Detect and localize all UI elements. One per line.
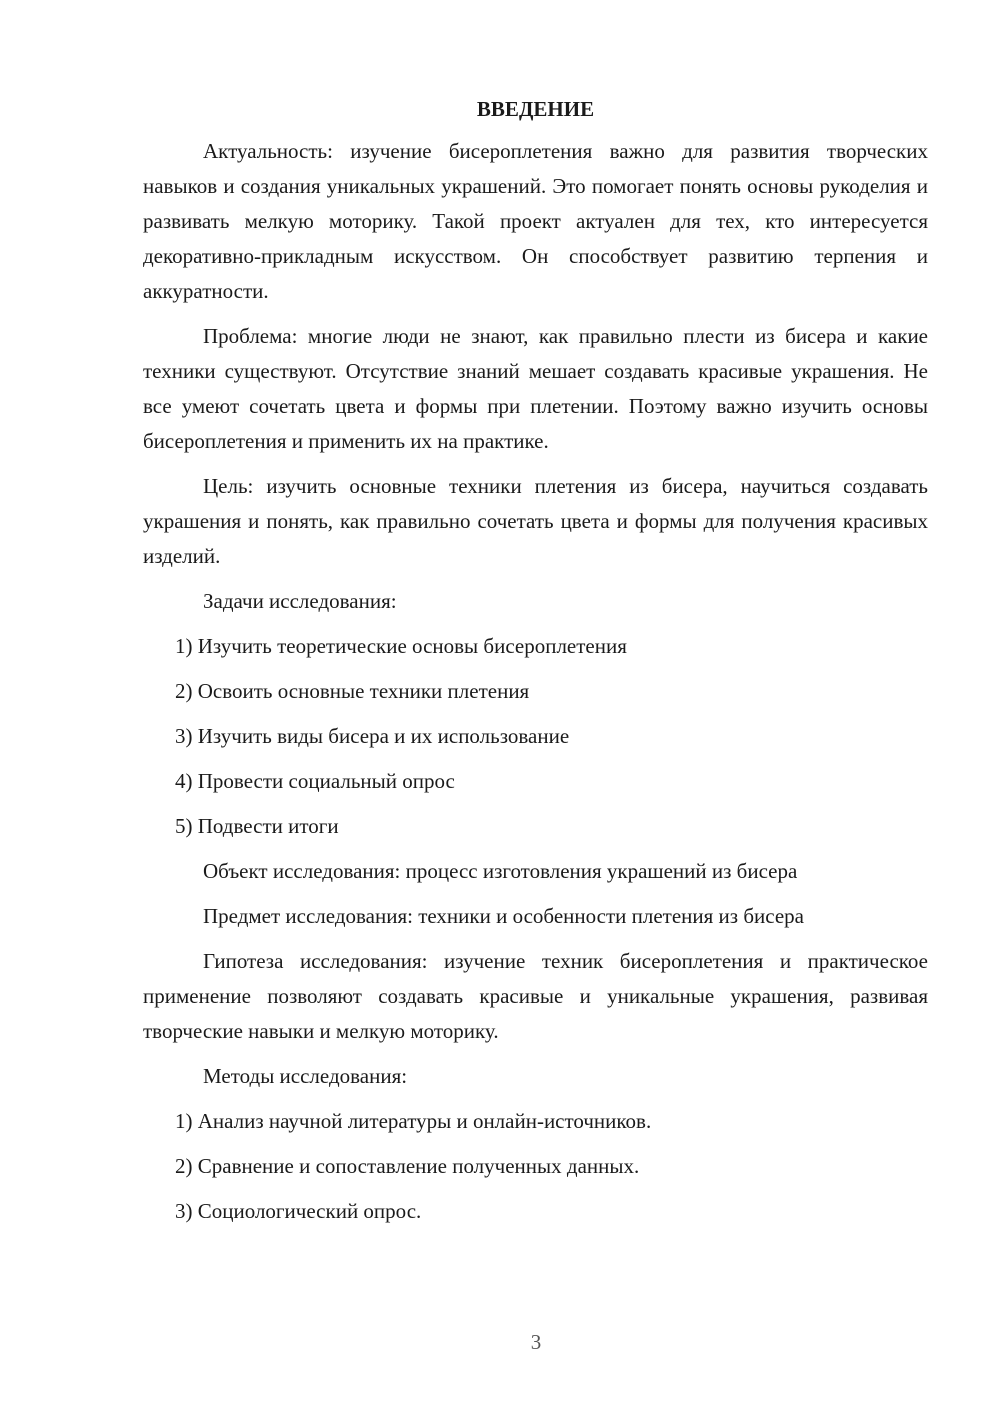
list-item: 5) Подвести итоги [175,814,339,838]
list-item: 1) Анализ научной литературы и онлайн-источников. [175,1109,652,1133]
page-number: 3 [530,1330,542,1354]
document-body [143,94,928,1239]
methods-heading: Методы исследования: [203,1064,408,1088]
page-title: ВВЕДЕНИЕ [476,97,595,121]
hypothesis-paragraph: Гипотеза исследования: изучение техник бисероплетения и практическое применение позволяют создавать красивые и уникальные украшения, развивая творческие навыки и мелкую моторику. [143,949,928,1043]
list-item: 1) Изучить теоретические основы бисероплетения [175,634,627,658]
methods-list [143,1104,928,1229]
list-item: 2) Освоить основные техники плетения [175,679,530,703]
object-line: Объект исследования: процесс изготовления украшений из бисера [203,859,798,883]
subject-line: Предмет исследования: техники и особенности плетения из бисера [203,904,804,928]
problem-paragraph: Проблема: многие люди не знают, как правильно плести из бисера и какие техники существуют. Отсутствие знаний мешает создавать красивые украшения. Не все умеют сочетать цвета и формы при плетении. Поэтому важно изучить основы бисероплетения и применить их на практике. [143,324,928,453]
list-item: 2) Сравнение и сопоставление полученных данных. [175,1154,640,1178]
tasks-list [143,629,928,844]
list-item: 3) Социологический опрос. [175,1199,422,1223]
list-item: 3) Изучить виды бисера и их использование [175,724,570,748]
tasks-heading: Задачи исследования: [203,589,397,613]
list-item: 4) Провести социальный опрос [175,769,455,793]
relevance-paragraph: Актуальность: изучение бисероплетения важно для развития творческих навыков и создания уникальных украшений. Это помогает понять основы рукоделия и развивать мелкую моторику. Такой проект актуален для тех, кто интересуется декоративно-прикладным искусством. Он способствует развитию терпения и аккуратности. [143,139,928,303]
goal-paragraph: Цель: изучить основные техники плетения из бисера, научиться создавать украшения и понять, как правильно сочетать цвета и формы для получения красивых изделий. [143,474,928,568]
